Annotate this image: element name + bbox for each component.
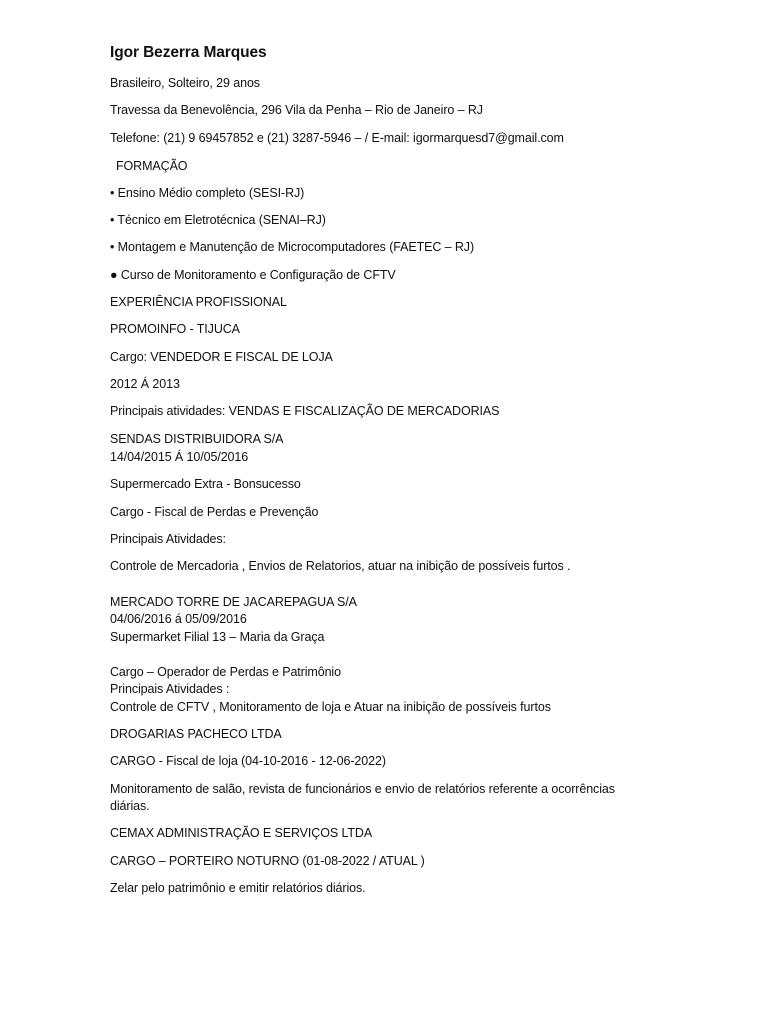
job-activities-continued: diárias. [110, 799, 150, 813]
education-heading: FORMAÇÃO [116, 159, 188, 173]
personal-info: Brasileiro, Solteiro, 29 anos [110, 76, 260, 90]
job-company: SENDAS DISTRIBUIDORA S/A [110, 432, 284, 446]
job-period: 2012 Á 2013 [110, 377, 180, 391]
job-activities-label: Principais Atividades : [110, 682, 230, 696]
job-activities: Principais atividades: VENDAS E FISCALIZAÇÃO DE MERCADORIAS [110, 404, 500, 418]
job-role: Cargo - Fiscal de Perdas e Prevenção [110, 505, 319, 519]
job-activities: Controle de Mercadoria , Envios de Relatorios, atuar na inibição de possíveis furtos . [110, 559, 571, 573]
contact-info: Telefone: (21) 9 69457852 e (21) 3287-5946 – / E-mail: igormarquesd7@gmail.com [110, 131, 564, 145]
education-item: • Montagem e Manutenção de Microcomputadores (FAETEC – RJ) [110, 240, 475, 254]
job-company: PROMOINFO - TIJUCA [110, 322, 240, 336]
experience-heading: EXPERIÊNCIA PROFISSIONAL [110, 295, 287, 309]
job-period: 14/04/2015 Á 10/05/2016 [110, 450, 249, 464]
job-location: Supermarket Filial 13 – Maria da Graça [110, 630, 325, 644]
job-period: 04/06/2016 á 05/09/2016 [110, 612, 247, 626]
education-item: ● Curso de Monitoramento e Configuração de CFTV [110, 268, 396, 282]
address: Travessa da Benevolência, 296 Vila da Penha – Rio de Janeiro – RJ [110, 103, 483, 117]
job-role: CARGO - Fiscal de loja (04-10-2016 - 12-06-2022) [110, 754, 386, 768]
job-role: CARGO – PORTEIRO NOTURNO (01-08-2022 / ATUAL ) [110, 854, 425, 868]
job-company: CEMAX ADMINISTRAÇÃO E SERVIÇOS LTDA [110, 826, 373, 840]
job-company: MERCADO TORRE DE JACAREPAGUA S/A [110, 595, 357, 609]
candidate-name: Igor Bezerra Marques [110, 44, 267, 61]
education-item: • Técnico em Eletrotécnica (SENAI–RJ) [110, 213, 326, 227]
job-activities-label: Principais Atividades: [110, 532, 226, 546]
job-role: Cargo – Operador de Perdas e Patrimônio [110, 665, 341, 679]
job-role: Cargo: VENDEDOR E FISCAL DE LOJA [110, 350, 333, 364]
job-company: DROGARIAS PACHECO LTDA [110, 727, 282, 741]
job-location: Supermercado Extra - Bonsucesso [110, 477, 301, 491]
job-activities: Zelar pelo patrimônio e emitir relatórios diários. [110, 881, 366, 895]
education-item: • Ensino Médio completo (SESI-RJ) [110, 186, 305, 200]
job-activities: Controle de CFTV , Monitoramento de loja e Atuar na inibição de possíveis furtos [110, 700, 551, 714]
job-activities: Monitoramento de salão, revista de funcionários e envio de relatórios referente a ocorrências [110, 782, 615, 796]
